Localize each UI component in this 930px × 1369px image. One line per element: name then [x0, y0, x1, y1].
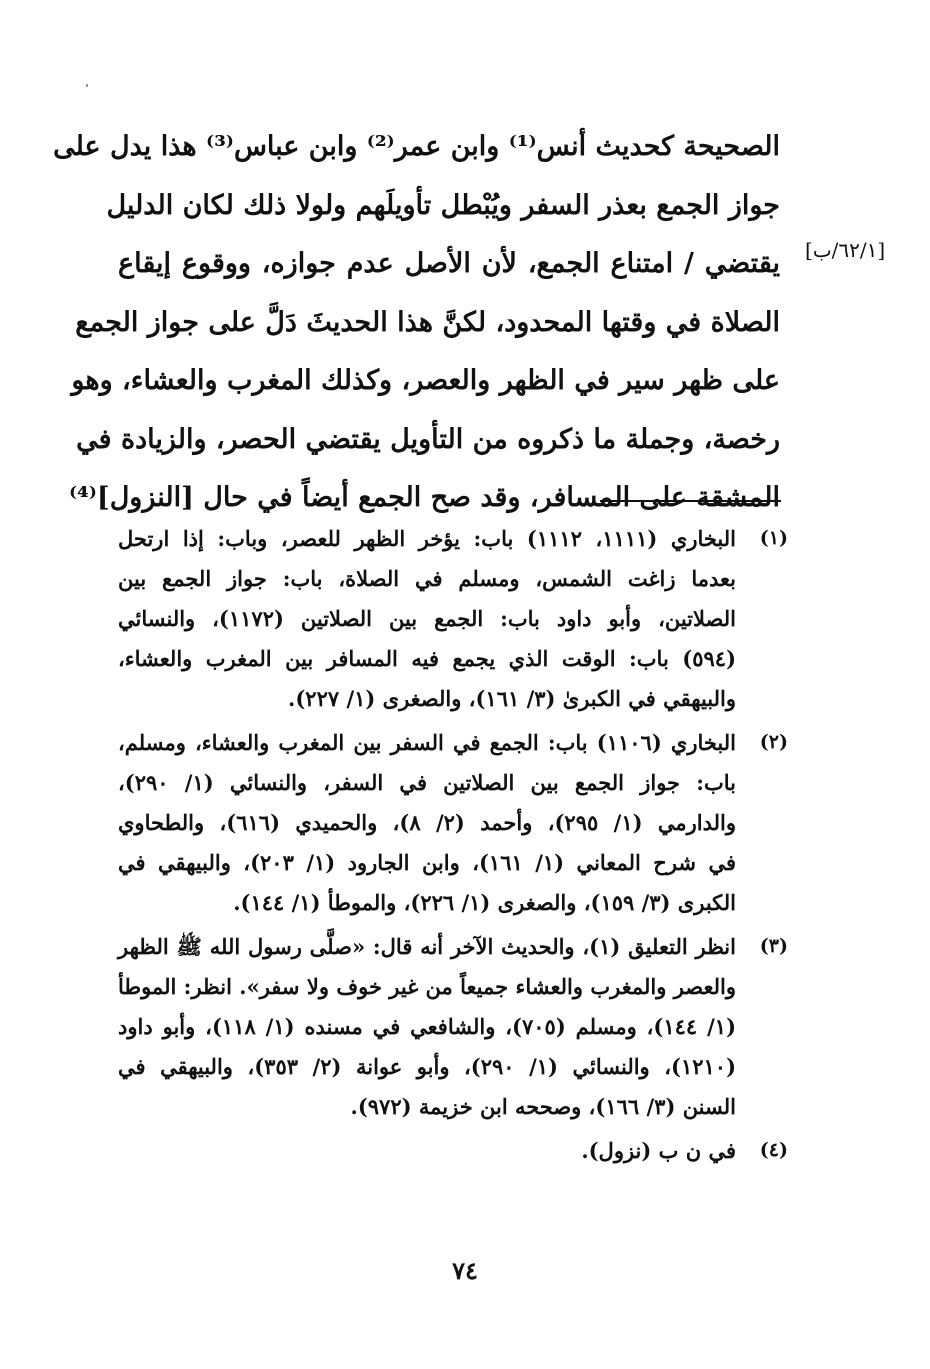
footnote-number: (٣) [759, 935, 788, 957]
main-text-line: رخصة، وجملة ما ذكروه من التأويل يقتضي الحصر، والزيادة في [76, 423, 780, 455]
footnote-line: والدارمي (١/ ٢٩٥)، وأحمد (٢/ ٨)، والحميدي (٦١٦)، والطحاوي [118, 810, 737, 835]
main-text-line: يقتضي / امتناع الجمع، لأن الأصل عدم جوازه، ووقوع إيقاع [118, 248, 780, 279]
page-number: ٧٤ [452, 1256, 478, 1285]
footnote-line: في ن ب (نزول). [581, 1138, 736, 1163]
scan-speck [86, 84, 88, 87]
footnotes-section [118, 519, 788, 1175]
footnote-2 [118, 723, 788, 923]
footnote-line: السنن (٣/ ١٦٦)، وصححه ابن خزيمة (٩٧٢). [350, 1094, 736, 1119]
main-text-line: على ظهر سير في الظهر والعصر، وكذلك المغرب والعشاء، وهو [71, 365, 780, 396]
footnote-line: البخاري (١١٠٦) باب: الجمع في السفر بين المغرب والعشاء، ومسلم، [118, 730, 736, 755]
main-text-line: جواز الجمع بعذر السفر ويُبْطل تأويلَهم ولولا ذلك لكان الدليل [106, 189, 780, 221]
footnote-line: والبيهقي في الكبرىٰ (٣/ ١٦١)، والصغرى (١/ ٢٢٧). [288, 686, 736, 711]
footnote-number: (١) [759, 527, 788, 549]
footnote-1 [118, 519, 788, 719]
footnote-number: (٢) [759, 731, 788, 753]
footnote-line: الكبرى (٣/ ١٥٩)، والصغرى (١/ ٢٢٦)، والموطأ (١/ ١٤٤). [233, 890, 736, 915]
main-text-block [53, 118, 780, 528]
manuscript-folio-reference: [٦٢/١/ب] [805, 238, 886, 262]
main-text-line: الصلاة في وقتها المحدود، لكنَّ هذا الحديثَ دَلَّ على جواز الجمع [75, 306, 780, 338]
footnote-3 [118, 927, 788, 1127]
footnote-line: البخاري (١١١١، ١١١٢) باب: يؤخر الظهر للعصر، وباب: إذا ارتحل [118, 526, 736, 551]
footnote-line: بعدما زاغت الشمس، ومسلم في الصلاة، باب: جواز الجمع بين [118, 566, 736, 591]
footnote-line: (١٢١٠)، والنسائي (١/ ٢٩٠)، وأبو عوانة (٢/ ٣٥٣)، والبيهقي في [118, 1054, 737, 1079]
footnote-line: في شرح المعاني (١/ ١٦١)، وابن الجارود (١/ ٢٠٣)، والبيهقي في [118, 850, 736, 875]
main-text-line: الصحيحة كحديث أنس⁽¹⁾ وابن عمر⁽²⁾ وابن عباس⁽³⁾ هذا يدل على [53, 131, 780, 162]
footnote-line: (٥٩٤) باب: الوقت الذي يجمع فيه المسافر بين المغرب والعشاء، [118, 646, 736, 671]
footnote-line: انظر التعليق (١)، والحديث الآخر أنه قال: «صلَّى رسول الله ﷺ الظهر [118, 934, 736, 959]
footnote-separator-rule [600, 500, 781, 502]
main-text-line: المشقة على المسافر، وقد صح الجمع أيضاً في حال [النزول]⁽⁴⁾ [69, 482, 780, 513]
footnote-line: الصلاتين، وأبو داود باب: الجمع بين الصلاتين (١١٧٢)، والنسائي [118, 606, 737, 631]
footnote-line: والعصر والمغرب والعشاء جميعاً من غير خوف ولا سفر». انظر: الموطأ [118, 974, 736, 999]
footnote-number: (٤) [759, 1139, 788, 1161]
footnote-line: باب: جواز الجمع بين الصلاتين في السفر، والنسائي (١/ ٢٩٠)، [118, 770, 736, 795]
footnote-line: (١/ ١٤٤)، ومسلم (٧٠٥)، والشافعي في مسنده (١/ ١١٨)، وأبو داود [118, 1014, 737, 1039]
footnote-4 [118, 1131, 788, 1171]
